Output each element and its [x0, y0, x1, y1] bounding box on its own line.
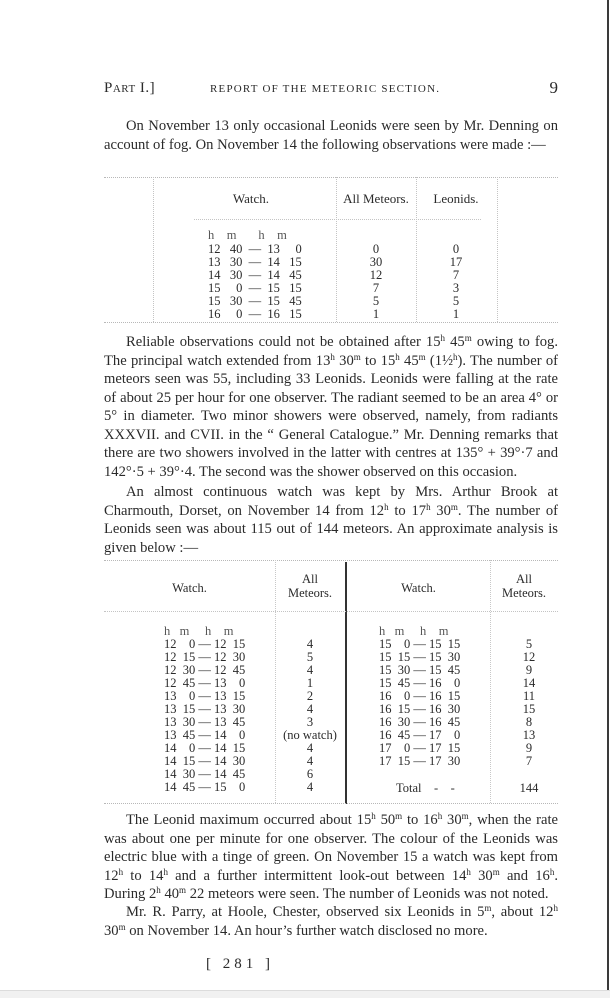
paragraph-2 [104, 333, 558, 481]
superscript-unit: m [464, 333, 472, 343]
watch-interval: 17 15 — 17 30 [379, 754, 461, 768]
header-all-meteors-right [490, 572, 558, 600]
superscript-unit: h [395, 351, 400, 362]
table-divider [153, 177, 154, 322]
superscript-unit: h [466, 866, 471, 877]
watch-interval: 12 30 — 12 45 [164, 663, 246, 677]
superscript-unit: h [553, 903, 558, 913]
all-meteors-count: 15 [522, 702, 536, 716]
page-right-edge [607, 0, 609, 990]
total-label: Total - - [396, 781, 455, 795]
superscript-unit: m [395, 811, 403, 821]
superscript-unit: h [437, 811, 443, 821]
watch-interval: 16 15 — 16 30 [379, 702, 461, 716]
leonids-count: 17 [449, 255, 463, 269]
all-meteors-count: 3 [306, 715, 314, 729]
part-label: Part I.] [104, 80, 156, 96]
paragraph-3 [104, 483, 558, 557]
table-center-rule [345, 562, 347, 804]
watch-interval: 17 0 — 17 15 [379, 741, 461, 755]
watch-interval: 13 30 — 13 45 [164, 715, 246, 729]
superscript-unit: m [450, 501, 458, 512]
paragraph-4 [104, 811, 558, 904]
running-head [104, 80, 558, 102]
all-meteors-count: 4 [306, 780, 314, 794]
all-meteors-count: 7 [372, 281, 380, 295]
watch-interval: 15 0 — 15 15 [208, 281, 302, 295]
watch-interval: 16 30 — 16 45 [379, 715, 461, 729]
table-header-rule [194, 219, 481, 220]
leonids-count: 0 [452, 242, 460, 256]
total-value: 144 [519, 781, 539, 795]
watch-interval: 12 45 — 13 0 [164, 676, 246, 690]
superscript-unit: h [118, 866, 124, 877]
superscript-unit: m [492, 866, 500, 877]
watch-interval: 13 0 — 13 15 [164, 689, 246, 703]
all-meteors-count: 4 [306, 663, 314, 677]
leonids-count: 1 [452, 307, 460, 321]
superscript-unit: m [484, 903, 492, 913]
watch-interval: 12 40 — 13 0 [208, 242, 302, 256]
watch-interval: 15 0 — 15 15 [379, 637, 461, 651]
watch-interval: 16 0 — 16 15 [379, 689, 461, 703]
table-brook [104, 560, 558, 804]
all-meteors-count: 4 [306, 741, 314, 755]
watch-interval: 15 30 — 15 45 [208, 294, 302, 308]
all-meteors-count: 12 [522, 650, 536, 664]
all-meteors-count: 5 [525, 637, 533, 651]
table-divider [497, 177, 498, 322]
superscript-unit: h [163, 866, 168, 877]
all-meteors-count: 9 [525, 741, 533, 755]
all-meteors-count: 4 [306, 702, 314, 716]
all-meteors-count: (no watch) [283, 728, 337, 742]
superscript-unit: h [453, 351, 458, 362]
units-label-right: h m h m [379, 624, 449, 638]
all-meteors-count: 4 [306, 637, 314, 651]
watch-interval: 16 0 — 16 15 [208, 307, 302, 321]
all-meteors-count: 6 [306, 767, 314, 781]
watch-interval: 13 30 — 14 15 [208, 255, 302, 269]
watch-interval: 13 45 — 14 0 [164, 728, 246, 742]
leonids-count: 7 [452, 268, 460, 282]
table-rule [104, 177, 558, 178]
all-meteors-count: 5 [372, 294, 380, 308]
all-meteors-count: 14 [522, 676, 536, 690]
paragraph-1 [104, 117, 558, 154]
all-meteors-count: 2 [306, 689, 314, 703]
header-watch-left: Watch. [172, 581, 207, 595]
watch-interval: 15 45 — 16 0 [379, 676, 461, 690]
header-line: All [302, 572, 318, 586]
all-meteors-count: 12 [369, 268, 383, 282]
page-number: 9 [549, 78, 558, 97]
header-watch-right: Watch. [401, 581, 436, 595]
all-meteors-count: 1 [372, 307, 380, 321]
paragraph-3-text: An almost continuous watch was kept by Mrs. Arthur Brook at Charmouth, Dorset, on November 14 from 12$^h$ to 17$^h$ 30$^m$. The number of Leonids seen was about 115 out of 144 meteors. An approximate analysis is given below :— [104, 484, 558, 556]
table-rule [104, 803, 558, 804]
superscript-unit: h [330, 351, 335, 362]
paragraph-5 [104, 903, 558, 940]
all-meteors-count: 13 [522, 728, 536, 742]
paragraph-5-text: Mr. R. Parry, at Hoole, Chester, observed six Leonids in 5$^m$, about 12$^h$ 30$^m$ on November 14. An hour’s further watch disclosed no more. [104, 903, 558, 939]
watch-interval: 15 15 — 15 30 [379, 650, 461, 664]
all-meteors-count: 0 [372, 242, 380, 256]
watch-interval: 16 45 — 17 0 [379, 728, 461, 742]
superscript-unit: m [418, 351, 426, 362]
all-meteors-count: 1 [306, 676, 314, 690]
units-label-left: h m h m [164, 624, 234, 638]
folio-page-number: [ 281 ] [206, 956, 274, 972]
leonids-count: 3 [452, 281, 460, 295]
all-meteors-count: 5 [306, 650, 314, 664]
superscript-unit: m [118, 921, 126, 932]
watch-interval: 14 30 — 14 45 [208, 268, 302, 282]
all-meteors-count: 7 [525, 754, 533, 768]
watch-interval: 14 0 — 14 15 [164, 741, 246, 755]
paragraph-2-text: Reliable observations could not be obtained after 15$^h$ 45$^m$ owing to fog. The principal watch extended from 13$^h$ 30$^m$ to 15$^h$ 45$^m$ (1½$^h$). The number of meteors seen was 55, including 33 Leonids. Leonids were falling at the rate of about 25 per hour for one observer. The radiant seemed to be an area 4° or 5° in diameter. Two minor showers were observed, namely, from radiants XXXVII. and CVII. in the “ General Catalogue.” Mr. Denning remarks that there are two showers involved in the latter with centres at 135° + 39°·7 and 142°·5 + 39°·4. The second was the shower observed on this occasion. [104, 333, 558, 480]
all-meteors-count: 11 [522, 689, 536, 703]
superscript-unit: m [179, 885, 187, 895]
watch-interval: 14 30 — 14 45 [164, 767, 246, 781]
all-meteors-count: 9 [525, 663, 533, 677]
superscript-unit: h [549, 866, 555, 877]
table-denning [166, 177, 496, 323]
table-header-rule [104, 611, 558, 612]
watch-interval: 14 45 — 15 0 [164, 780, 246, 794]
paragraph-4-text: The Leonid maximum occurred about 15$^h$ 50$^m$ to 16$^h$ 30$^m$, when the rate was about one per minute for one observer. The colour of the Leonids was electric blue with a tinge of green. On November 15 a watch was kept from 12$^h$ to 14$^h$ and a further intermittent look-out between 14$^h$ 30$^m$ and 16$^h$. During 2$^h$ 40$^m$ 22 meteors were seen. The number of Leonids was not noted. [104, 811, 559, 902]
watch-interval: 12 15 — 12 30 [164, 650, 246, 664]
all-meteors-count: 4 [306, 754, 314, 768]
superscript-unit: m [353, 351, 361, 362]
units-label: h m h m [208, 228, 287, 242]
watch-interval: 15 30 — 15 45 [379, 663, 461, 677]
header-line: Meteors. [501, 586, 547, 600]
header-line: All [516, 572, 532, 586]
superscript-unit: h [156, 885, 161, 895]
all-meteors-count: 30 [369, 255, 383, 269]
section-title: REPORT OF THE METEORIC SECTION. [210, 83, 441, 95]
superscript-unit: h [371, 811, 376, 821]
header-all-meteors: All Meteors. [343, 191, 409, 206]
header-leonids: Leonids. [433, 191, 479, 206]
header-watch: Watch. [232, 191, 270, 206]
superscript-unit: h [440, 333, 446, 343]
header-line: Meteors. [287, 586, 333, 600]
all-meteors-count: 8 [525, 715, 533, 729]
watch-interval: 12 0 — 12 15 [164, 637, 246, 651]
table-rule [104, 322, 558, 323]
superscript-unit: h [426, 501, 431, 512]
watch-interval: 13 15 — 13 30 [164, 702, 246, 716]
leonids-count: 5 [452, 294, 460, 308]
watch-interval: 14 15 — 14 30 [164, 754, 246, 768]
superscript-unit: m [461, 811, 469, 821]
superscript-unit: h [384, 501, 389, 512]
header-all-meteors-left [275, 572, 345, 600]
paragraph-1-text: On November 13 only occasional Leonids were seen by Mr. Denning on account of fog. On November 14 the following observations were made :— [104, 118, 558, 153]
